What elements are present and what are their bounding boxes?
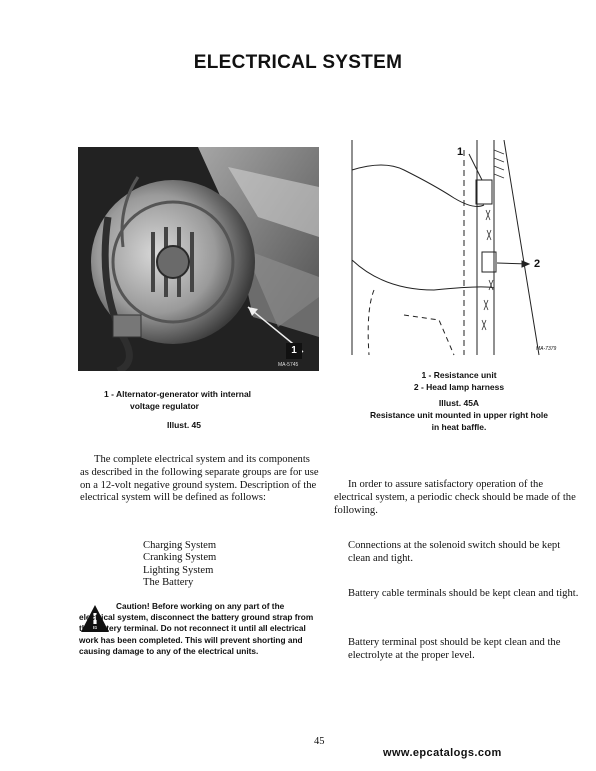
right-caption-line1: 1 - Resistance unit [421, 370, 497, 380]
page-number: 45 [314, 736, 325, 747]
left-illus-label: Illust. 45 [167, 420, 202, 430]
diagram-callout-2: 2 [534, 258, 541, 270]
resistance-unit-diagram [344, 140, 574, 370]
alternator-photo [78, 147, 319, 371]
left-caption-line1: 1 - Alternator-generator with internal [104, 389, 252, 399]
right-caption [344, 369, 574, 433]
left-caption [104, 388, 284, 412]
diagram-callout-1: 1 [457, 146, 464, 158]
intro-paragraph: The complete electrical system and its components as described in the following separate groups are for use on a 12-volt negative ground system. Description of the electrical system will be defined as follows: [80, 454, 319, 504]
footer-url: www.epcatalogs.com [383, 747, 502, 759]
right-desc-line2: in heat baffle. [431, 422, 487, 432]
systems-item: Charging System [143, 540, 217, 551]
right-paragraph-3: Battery cable terminals should be kept clean and tight. [348, 588, 579, 599]
right-paragraph-4: Battery terminal post should be kept clean and the electrolyte at the proper level. [348, 637, 561, 661]
systems-item: The Battery [143, 577, 194, 589]
right-paragraph-2: Connections at the solenoid switch should be kept clean and tight. [348, 540, 561, 564]
photo-code: MA-5745 [278, 362, 299, 368]
right-paragraph-1: In order to assure satisfactory operation of the electrical system, a periodic check should be made of the following. [334, 479, 576, 516]
right-caption-line2: 2 - Head lamp harness [413, 382, 505, 392]
systems-list [143, 540, 216, 590]
page-title: ELECTRICAL SYSTEM [193, 52, 403, 73]
systems-item: Lighting System [143, 564, 214, 576]
right-illus-label: Illust. 45A [438, 398, 480, 408]
systems-item: Cranking System [143, 552, 217, 564]
diagram-code: MA-7379 [536, 346, 557, 352]
right-desc-line1: Resistance unit mounted in upper right hole [369, 410, 549, 420]
left-caption-line2: voltage regulator [130, 401, 199, 411]
caution-text: Caution! Before working on any part of the electrical system, disconnect the battery ground strap from the battery terminal. Do not reconnect it until all electrical work has been completed. This will prevent shorting and causing damage to any of the electrical units. [79, 601, 314, 656]
photo-callout-1: 1 [286, 343, 302, 359]
